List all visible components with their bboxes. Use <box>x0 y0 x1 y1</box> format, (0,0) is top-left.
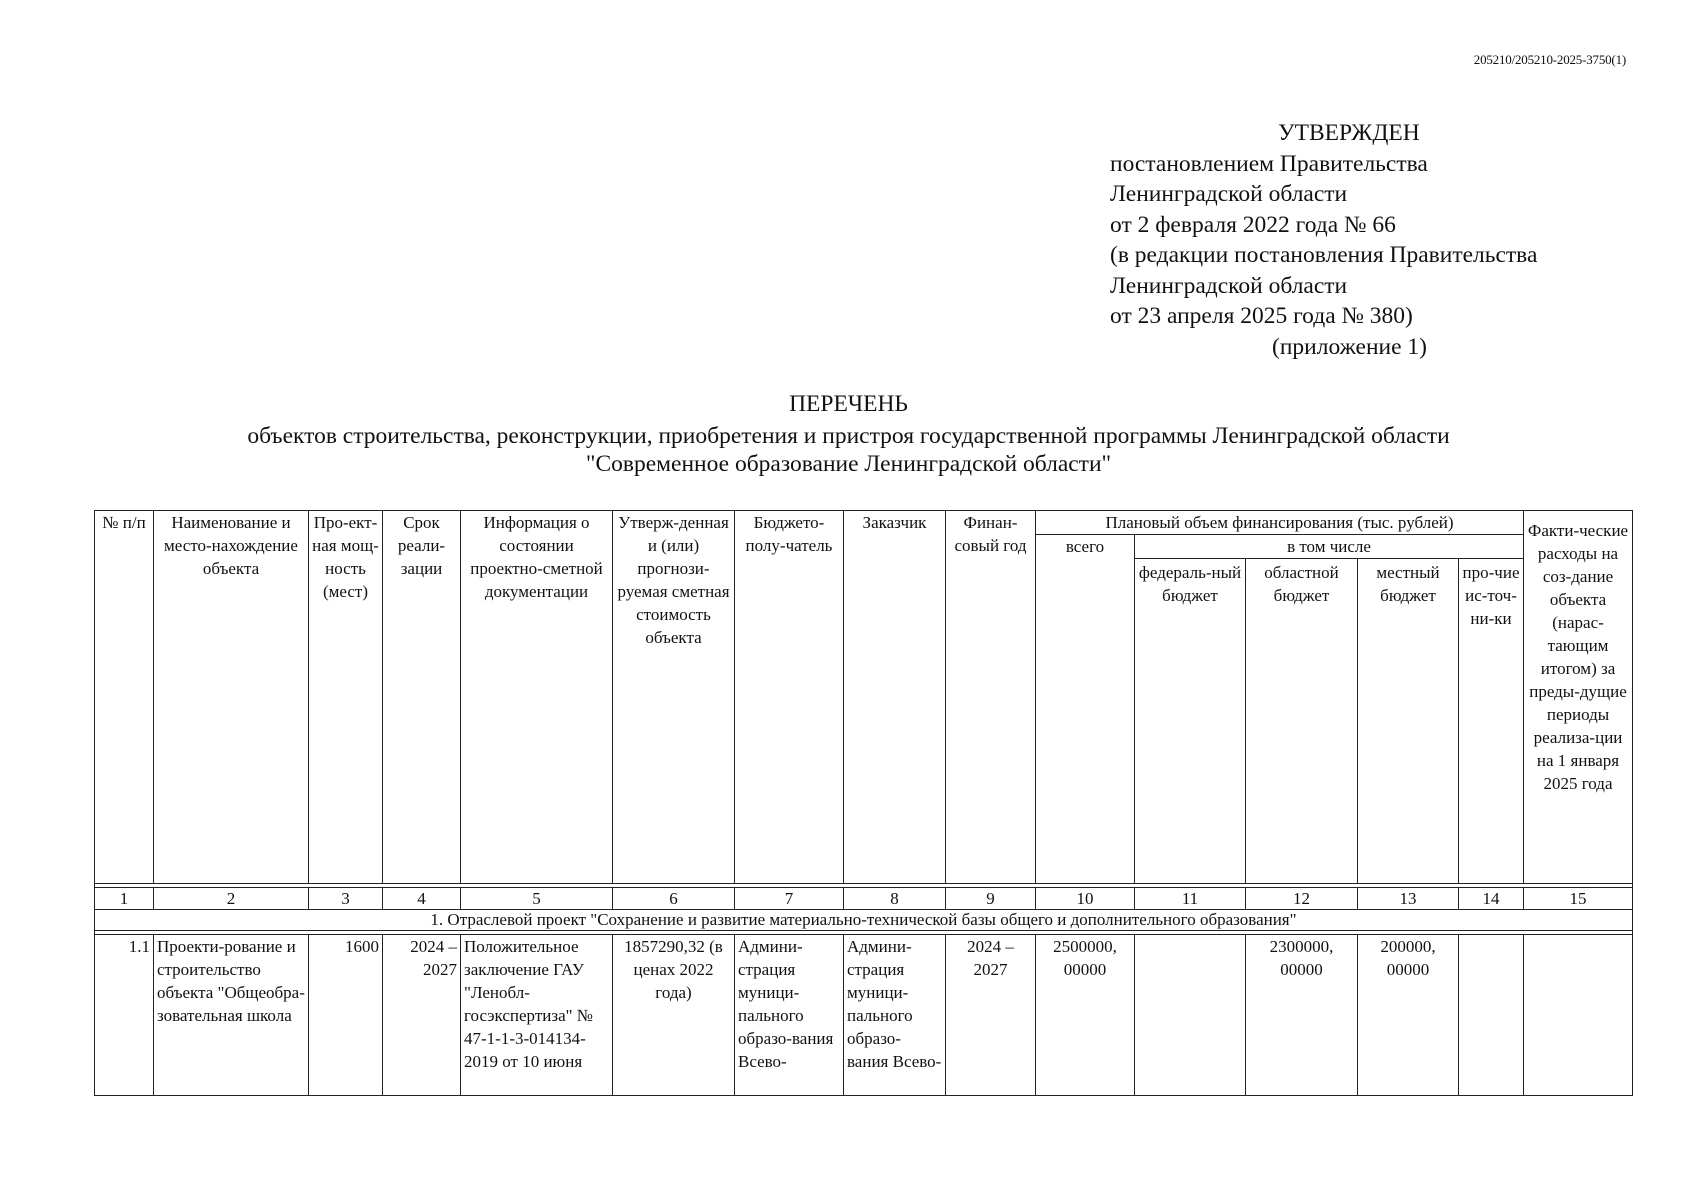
document-title: ПЕРЕЧЕНЬ <box>789 391 908 417</box>
header-plan-group: Плановый объем финансирования (тыс. рублей) <box>1036 511 1524 535</box>
row-number: 1.1 <box>95 935 154 1096</box>
approval-line: Ленинградской области <box>1110 272 1348 299</box>
column-number: 9 <box>946 888 1036 910</box>
header-col-5: Информация о состоянии проектно-сметной документации <box>461 511 613 884</box>
header-col-15: Факти-ческие расходы на соз-дание объекта (нарас-тающим итогом) за преды-дущие периоды реализа-ции на 1 января 2025 года <box>1524 511 1633 884</box>
budget-recipient: Админи-страция муници-пального образо-вания Всево- <box>735 935 844 1096</box>
column-number: 10 <box>1036 888 1135 910</box>
header-col-9: Финан-совый год <box>946 511 1036 884</box>
header-col-1: № п/п <box>95 511 154 884</box>
column-number: 11 <box>1135 888 1246 910</box>
approval-line: Ленинградской области <box>1110 181 1348 207</box>
header-col-3: Про-ект-ная мощ-ность (мест) <box>309 511 383 884</box>
column-number: 2 <box>154 888 309 910</box>
approval-line: постановлением Правительства <box>1110 150 1428 177</box>
column-number: 13 <box>1358 888 1459 910</box>
column-number: 3 <box>309 888 383 910</box>
customer: Админи-страция муници-пального образо-вания Всево- <box>844 935 946 1096</box>
project-capacity: 1600 <box>309 935 383 1096</box>
column-number: 7 <box>735 888 844 910</box>
column-number: 6 <box>613 888 735 910</box>
other-sources <box>1459 935 1524 1096</box>
header-col-13: местный бюджет <box>1358 559 1459 884</box>
header-col-8: Заказчик <box>844 511 946 884</box>
column-number: 1 <box>95 888 154 910</box>
document-subtitle-line1: объектов строительства, реконструкции, приобретения и пристроя государственной программы Ленинградской области <box>247 423 1450 449</box>
estimated-cost: 1857290,32 (в ценах 2022 года) <box>613 935 735 1096</box>
column-number: 5 <box>461 888 613 910</box>
column-number: 4 <box>383 888 461 910</box>
psd-info: Положительное заключение ГАУ "Ленобл-госэкспертиза" № 47-1-1-3-014134-2019 от 10 июня <box>461 935 613 1096</box>
column-number: 12 <box>1246 888 1358 910</box>
header-col-2: Наименование и место-нахождение объекта <box>154 511 309 884</box>
approval-line: (в редакции постановления Правительства <box>1110 242 1538 268</box>
column-number: 14 <box>1459 888 1524 910</box>
section-row <box>95 910 1633 931</box>
header-col-7: Бюджето-полу-чатель <box>735 511 844 884</box>
column-numbers-row <box>95 888 1633 910</box>
header-col-6: Утверж-денная и (или) прогнози-руемая сметная стоимость объекта <box>613 511 735 884</box>
document-number: 205210/205210-2025-3750(1) <box>1473 52 1626 67</box>
financial-year: 2024 – 2027 <box>946 935 1036 1096</box>
total-funding: 2500000, 00000 <box>1036 935 1135 1096</box>
federal-budget <box>1135 935 1246 1096</box>
approval-line: от 2 февраля 2022 года № 66 <box>1110 211 1396 238</box>
header-col-11: федераль-ный бюджет <box>1135 559 1246 884</box>
object-name: Проекти-рование и строительство объекта "Общеобра-зовательная школа <box>154 935 309 1096</box>
approval-appendix: (приложение 1) <box>1272 333 1428 360</box>
regional-budget: 2300000, 00000 <box>1246 935 1358 1096</box>
implementation-period: 2024 – 2027 <box>383 935 461 1096</box>
objects-table <box>94 510 1633 1096</box>
table-row <box>95 935 1633 1096</box>
header-col-14: про-чие ис-точ-ни-ки <box>1459 559 1524 884</box>
section-title: 1. Отраслевой проект "Сохранение и развитие материально-технической базы общего и дополнительного образования" <box>95 910 1633 931</box>
header-incl-group: в том числе <box>1135 535 1524 559</box>
header-col-10: всего <box>1036 535 1135 884</box>
document-subtitle-line2: "Современное образование Ленинградской области" <box>585 451 1112 477</box>
column-number: 8 <box>844 888 946 910</box>
column-number: 15 <box>1524 888 1633 910</box>
approval-line: от 23 апреля 2025 года № 380) <box>1110 303 1413 329</box>
header-col-12: областной бюджет <box>1246 559 1358 884</box>
actual-expenses <box>1524 935 1633 1096</box>
local-budget: 200000, 00000 <box>1358 935 1459 1096</box>
approval-stamp <box>1110 118 1630 362</box>
header-col-4: Срок реали-зации <box>383 511 461 884</box>
header-row <box>95 511 1633 535</box>
approval-title: УТВЕРЖДЕН <box>1278 120 1420 146</box>
